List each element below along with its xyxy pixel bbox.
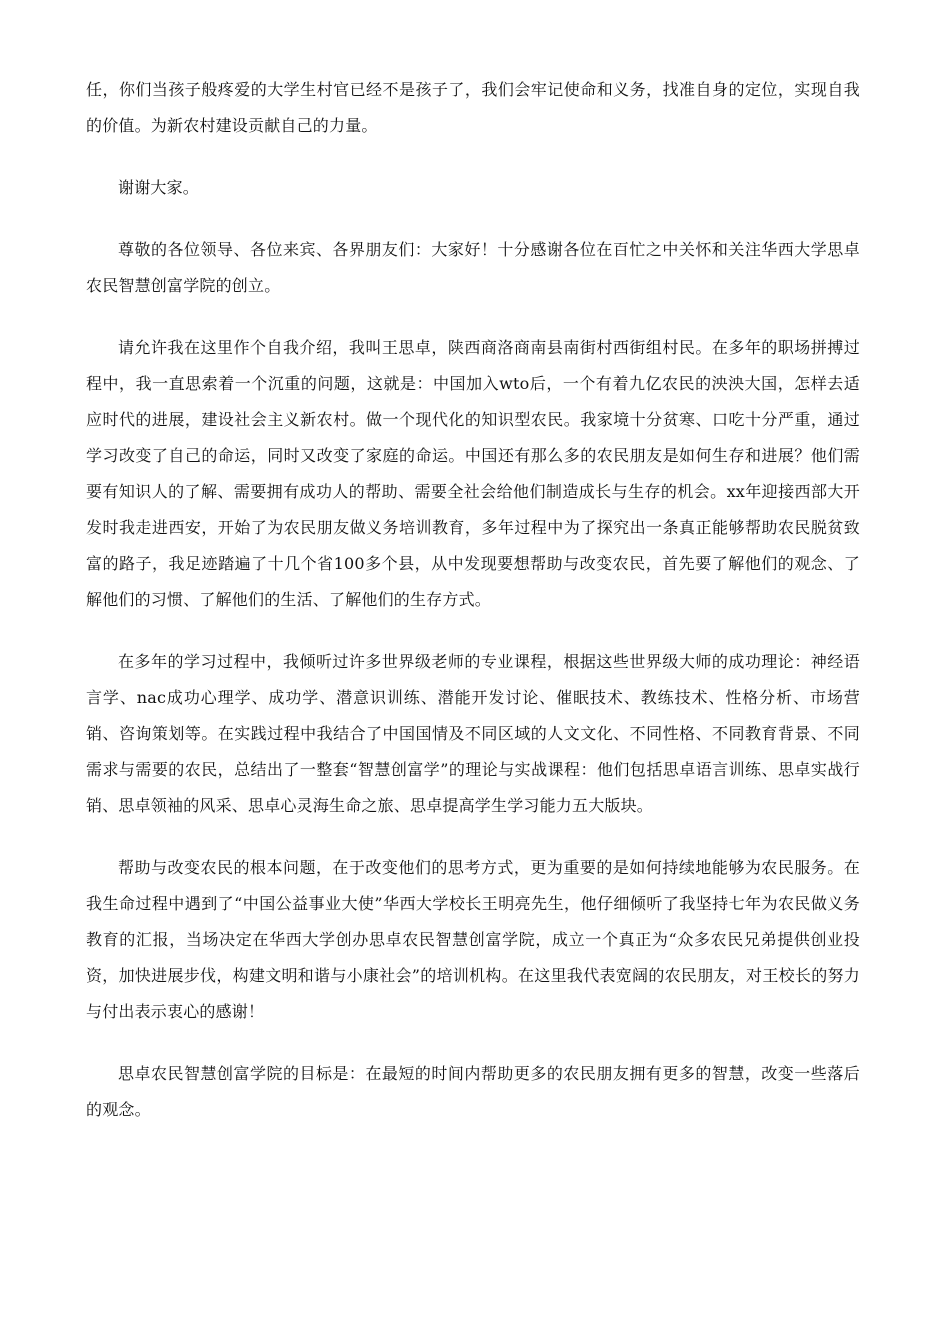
paragraph-7: 思卓农民智慧创富学院的目标是：在最短的时间内帮助更多的农民朋友拥有更多的智慧，改变一些落后的观念。 bbox=[86, 1064, 860, 1119]
paragraph-6: 帮助与改变农民的根本问题，在于改变他们的思考方式，更为重要的是如何持续地能够为农民服务。在我生命过程中遇到了“中国公益事业大使”华西大学校长王明亮先生，他仔细倾听了我坚持七年为农民做义务教育的汇报，当场决定在华西大学创办思卓农民智慧创富学院，成立一个真正为“众多农民兄弟提供创业投资，加快进展步伐，构建文明和谐与小康社会”的培训机构。在这里我代表宽阔的农民朋友，对王校长的努力与付出表示衷心的感谢！ bbox=[86, 858, 860, 1021]
paragraph-1: 任，你们当孩子般疼爱的大学生村官已经不是孩子了，我们会牢记使命和义务，找准自身的定位，实现自我的价值。为新农村建设贡献自己的力量。 bbox=[86, 80, 860, 135]
paragraph-5: 在多年的学习过程中，我倾听过许多世界级老师的专业课程，根据这些世界级大师的成功理论：神经语言学、nac成功心理学、成功学、潜意识训练、潜能开发讨论、催眠技术、教练技术、性格分析、市场营销、咨询策划等。在实践过程中我结合了中国国情及不同区域的人文文化、不同性格、不同教育背景、不同需求与需要的农民，总结出了一整套“智慧创富学”的理论与实战课程：他们包括思卓语言训练、思卓实战行销、思卓领袖的风采、思卓心灵海生命之旅、思卓提高学生学习能力五大版块。 bbox=[86, 652, 860, 815]
paragraph-3: 尊敬的各位领导、各位来宾、各界朋友们：大家好！十分感谢各位在百忙之中关怀和关注华西大学思卓农民智慧创富学院的创立。 bbox=[86, 240, 860, 295]
paragraph-2: 谢谢大家。 bbox=[118, 178, 200, 197]
paragraph-4: 请允许我在这里作个自我介绍，我叫王思卓，陕西商洛商南县南街村西街组村民。在多年的职场拼搏过程中，我一直思索着一个沉重的问题，这就是：中国加入wto后，一个有着九亿农民的泱泱大国，怎样去适应时代的进展，建设社会主义新农村。做一个现代化的知识型农民。我家境十分贫寒、口吃十分严重，通过学习改变了自己的命运，同时又改变了家庭的命运。中国还有那么多的农民朋友是如何生存和进展？他们需要有知识人的了解、需要拥有成功人的帮助、需要全社会给他们制造成长与生存的机会。xx年迎接西部大开发时我走进西安，开始了为农民朋友做义务培训教育，多年过程中为了探究出一条真正能够帮助农民脱贫致富的路子，我足迹踏遍了十几个省100多个县，从中发现要想帮助与改变农民，首先要了解他们的观念、了解他们的习惯、了解他们的生活、了解他们的生存方式。 bbox=[86, 338, 860, 609]
